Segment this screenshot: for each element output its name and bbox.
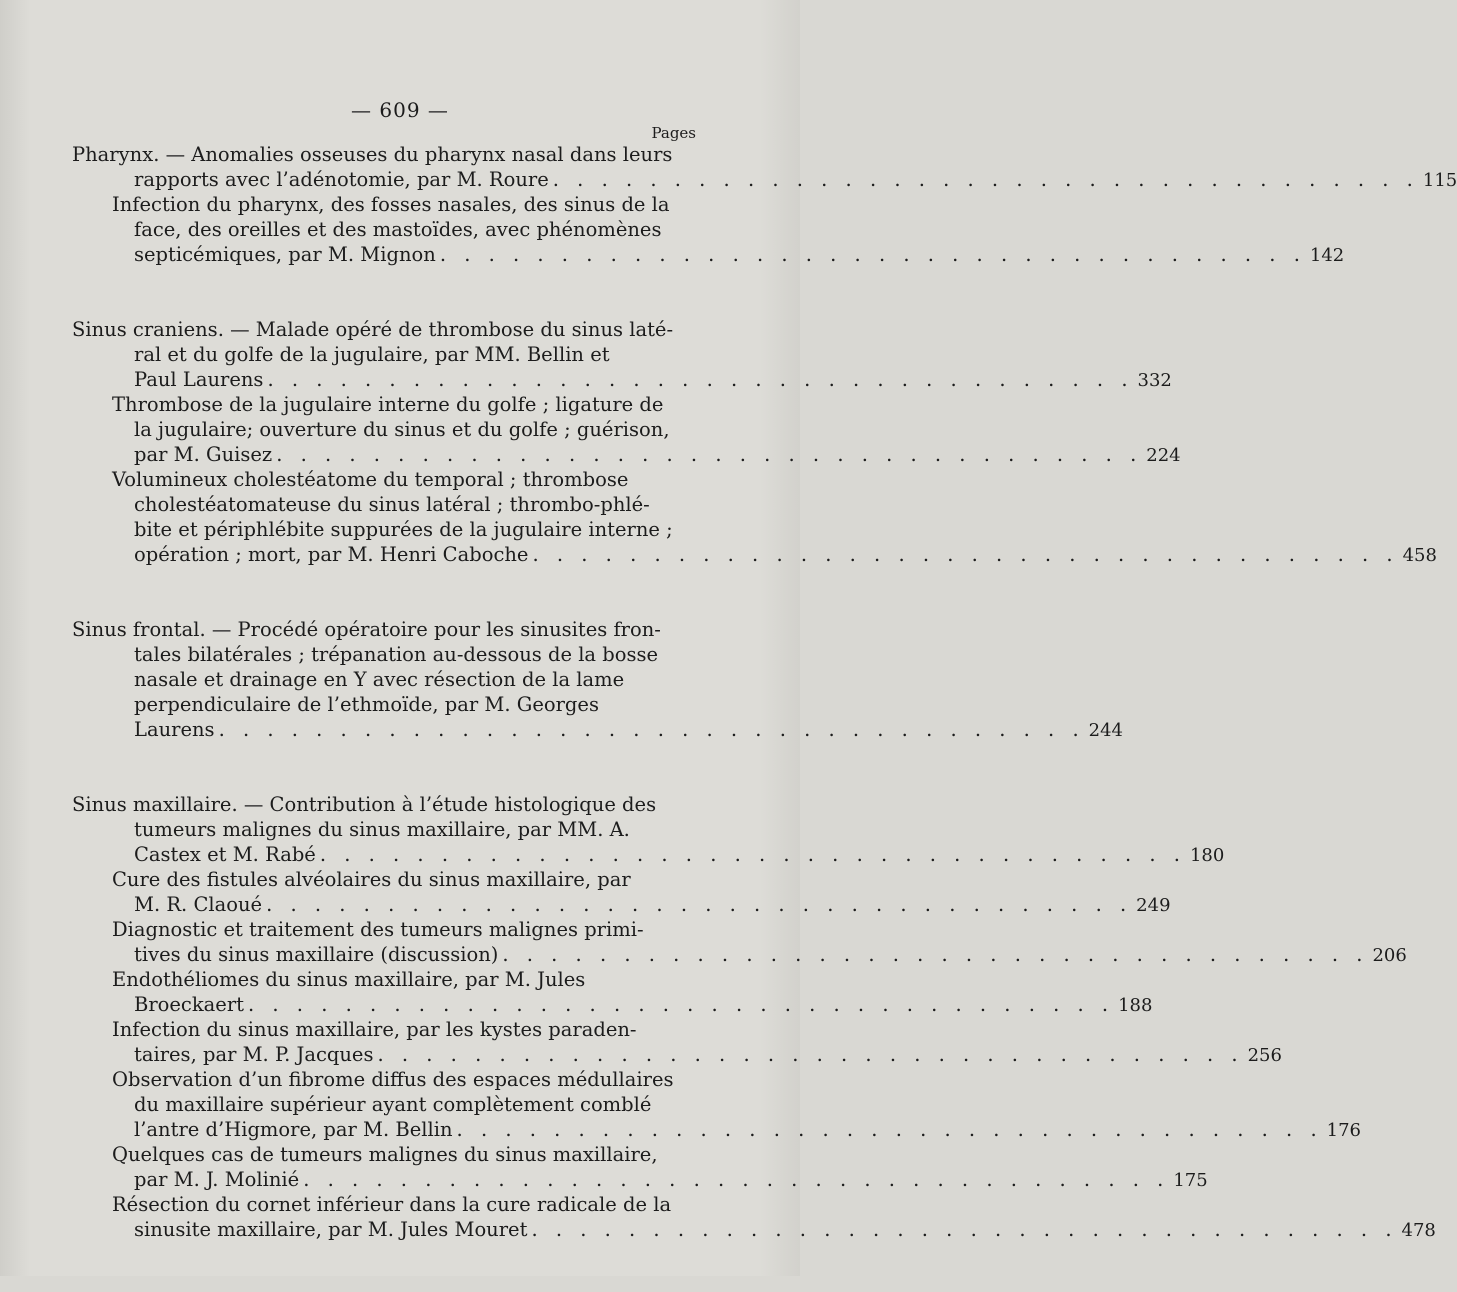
- index-entry: [72, 142, 1457, 192]
- entry-last-line: [72, 367, 1172, 392]
- page-reference: 332: [1137, 370, 1172, 391]
- entry-first-line: Pharynx. — Anomalies osseuses du pharynx nasal dans leurs: [72, 143, 673, 166]
- entry-last-line: [72, 1167, 1208, 1192]
- page-reference: 224: [1146, 445, 1181, 466]
- page-reference: 478: [1401, 1220, 1436, 1241]
- entry-last-text: rapports avec l’adénotomie, par M. Roure: [134, 168, 549, 191]
- index-entry: [72, 1017, 1282, 1067]
- entry-last-line: [72, 717, 1124, 742]
- entry-first-line: Sinus maxillaire. — Contribution à l’étude histologique des: [72, 793, 657, 816]
- page-reference: 142: [1309, 245, 1345, 266]
- entry-first-line: Sinus craniens. — Malade opéré de thrombose du sinus laté-: [72, 318, 674, 341]
- index-entry: [72, 1142, 1208, 1192]
- entry-last-text: opération ; mort, par M. Henri Caboche: [134, 543, 529, 566]
- entry-last-line: [72, 1117, 1361, 1142]
- index-entry: [72, 917, 1407, 967]
- index-section: [72, 317, 1437, 567]
- entry-line: du maxillaire supérieur ayant complètement comblé: [134, 1093, 652, 1116]
- entry-last-text: par M. Guisez: [134, 443, 273, 466]
- leader-dots: . . . . . . . . . . . . . . . . . . . . . . . . . . . . . . . . . . . .: [531, 1218, 1398, 1241]
- entry-last-line: [72, 1042, 1282, 1067]
- leader-dots: . . . . . . . . . . . . . . . . . . . . . . . . . . . . . . . . . . . .: [248, 993, 1115, 1016]
- index-entry: [72, 617, 1124, 742]
- page-reference: 176: [1326, 1120, 1361, 1141]
- page-reference: 175: [1173, 1170, 1208, 1191]
- page-reference: 244: [1088, 720, 1124, 741]
- page-reference: 206: [1372, 945, 1407, 966]
- leader-dots: . . . . . . . . . . . . . . . . . . . . . . . . . . . . . . . . . . . .: [266, 893, 1133, 916]
- page-number: — 609 —: [351, 98, 449, 122]
- entry-first-line: Quelques cas de tumeurs malignes du sinus maxillaire,: [112, 1143, 658, 1166]
- entry-last-text: l’antre d’Higmore, par M. Bellin: [134, 1118, 453, 1141]
- entry-first-line: Cure des fistules alvéolaires du sinus maxillaire, par: [112, 868, 631, 891]
- entry-line: tales bilatérales ; trépanation au-dessous de la bosse: [134, 643, 659, 666]
- entry-line: tumeurs malignes du sinus maxillaire, par MM. A.: [134, 818, 630, 841]
- entry-last-text: Paul Laurens: [134, 368, 264, 391]
- entry-last-line: [72, 542, 1437, 567]
- index-entry: [72, 192, 1345, 267]
- entry-last-line: [72, 167, 1457, 192]
- index-entry: [72, 867, 1171, 917]
- leader-dots: . . . . . . . . . . . . . . . . . . . . . . . . . . . . . . . . . . . .: [267, 368, 1134, 391]
- leader-dots: . . . . . . . . . . . . . . . . . . . . . . . . . . . . . . . . . . . .: [532, 543, 1399, 566]
- index-entry: [72, 792, 1225, 867]
- index-content: [72, 142, 1457, 1292]
- index-section: [72, 142, 1457, 267]
- leader-dots: . . . . . . . . . . . . . . . . . . . . . . . . . . . . . . . . . . . .: [377, 1043, 1244, 1066]
- index-entry: [72, 967, 1153, 1017]
- entry-last-text: par M. J. Molinié: [134, 1168, 300, 1191]
- entry-line: face, des oreilles et des mastoïdes, avec phénomènes: [134, 218, 662, 241]
- entry-first-line: Volumineux cholestéatome du temporal ; thrombose: [112, 468, 629, 491]
- entry-line: bite et périphlébite suppurées de la jugulaire interne ;: [134, 518, 673, 541]
- page-reference: 115: [1422, 170, 1457, 191]
- index-entry: [72, 1067, 1361, 1142]
- entry-line: cholestéatomateuse du sinus latéral ; thrombo-phlé-: [134, 493, 650, 516]
- entry-first-line: Infection du sinus maxillaire, par les kystes paraden-: [112, 1018, 637, 1041]
- page-reference: 180: [1189, 845, 1225, 866]
- entry-line: ral et du golfe de la jugulaire, par MM. Bellin et: [134, 343, 610, 366]
- entry-first-line: Sinus frontal. — Procédé opératoire pour les sinusites fron-: [72, 618, 661, 641]
- entry-last-text: taires, par M. P. Jacques: [134, 1043, 374, 1066]
- entry-last-line: [72, 942, 1407, 967]
- leader-dots: . . . . . . . . . . . . . . . . . . . . . . . . . . . . . . . . . . . .: [502, 943, 1369, 966]
- index-entry: [72, 1192, 1436, 1242]
- leader-dots: . . . . . . . . . . . . . . . . . . . . . . . . . . . . . . . . . . . .: [218, 718, 1085, 741]
- entry-last-line: [72, 442, 1181, 467]
- entry-first-line: Résection du cornet inférieur dans la cure radicale de la: [112, 1193, 672, 1216]
- leader-dots: . . . . . . . . . . . . . . . . . . . . . . . . . . . . . . . . . . . .: [456, 1118, 1323, 1141]
- entry-last-text: septicémiques, par M. Mignon: [134, 243, 436, 266]
- entry-line: la jugulaire; ouverture du sinus et du golfe ; guérison,: [134, 418, 670, 441]
- leader-dots: . . . . . . . . . . . . . . . . . . . . . . . . . . . . . . . . . . . .: [552, 168, 1419, 191]
- page-reference: 256: [1247, 1045, 1282, 1066]
- entry-line: nasale et drainage en Y avec résection de la lame: [134, 668, 625, 691]
- index-section: [72, 792, 1436, 1242]
- index-entry: [72, 467, 1437, 567]
- entry-first-line: Infection du pharynx, des fosses nasales, des sinus de la: [112, 193, 670, 216]
- entry-first-line: Observation d’un fibrome diffus des espaces médullaires: [112, 1068, 674, 1091]
- pages-column-label: Pages: [651, 124, 696, 142]
- entry-last-line: [72, 242, 1345, 267]
- entry-last-text: sinusite maxillaire, par M. Jules Mouret: [134, 1218, 528, 1241]
- entry-first-line: Thrombose de la jugulaire interne du golfe ; ligature de: [112, 393, 664, 416]
- entry-first-line: Endothéliomes du sinus maxillaire, par M. Jules: [112, 968, 586, 991]
- page-reference: 188: [1118, 995, 1153, 1016]
- entry-last-line: [72, 992, 1153, 1017]
- index-entry: [72, 317, 1172, 392]
- leader-dots: . . . . . . . . . . . . . . . . . . . . . . . . . . . . . . . . . . . .: [303, 1168, 1170, 1191]
- entry-last-text: Broeckaert: [134, 993, 244, 1016]
- entry-last-line: [72, 1217, 1436, 1242]
- entry-last-text: M. R. Claoué: [134, 893, 263, 916]
- leader-dots: . . . . . . . . . . . . . . . . . . . . . . . . . . . . . . . . . . . .: [319, 843, 1186, 866]
- entry-last-text: Castex et M. Rabé: [134, 843, 316, 866]
- entry-last-text: tives du sinus maxillaire (discussion): [134, 943, 499, 966]
- entry-last-line: [72, 842, 1225, 867]
- entry-last-text: Laurens: [134, 718, 215, 741]
- entry-first-line: Diagnostic et traitement des tumeurs malignes primi-: [112, 918, 644, 941]
- leader-dots: . . . . . . . . . . . . . . . . . . . . . . . . . . . . . . . . . . . .: [439, 243, 1306, 266]
- leader-dots: . . . . . . . . . . . . . . . . . . . . . . . . . . . . . . . . . . . .: [276, 443, 1143, 466]
- index-section: [72, 617, 1124, 742]
- page-reference: 249: [1136, 895, 1171, 916]
- entry-last-line: [72, 892, 1171, 917]
- index-entry: [72, 392, 1181, 467]
- entry-line: perpendiculaire de l’ethmoïde, par M. Georges: [134, 693, 599, 716]
- page-reference: 458: [1402, 545, 1437, 566]
